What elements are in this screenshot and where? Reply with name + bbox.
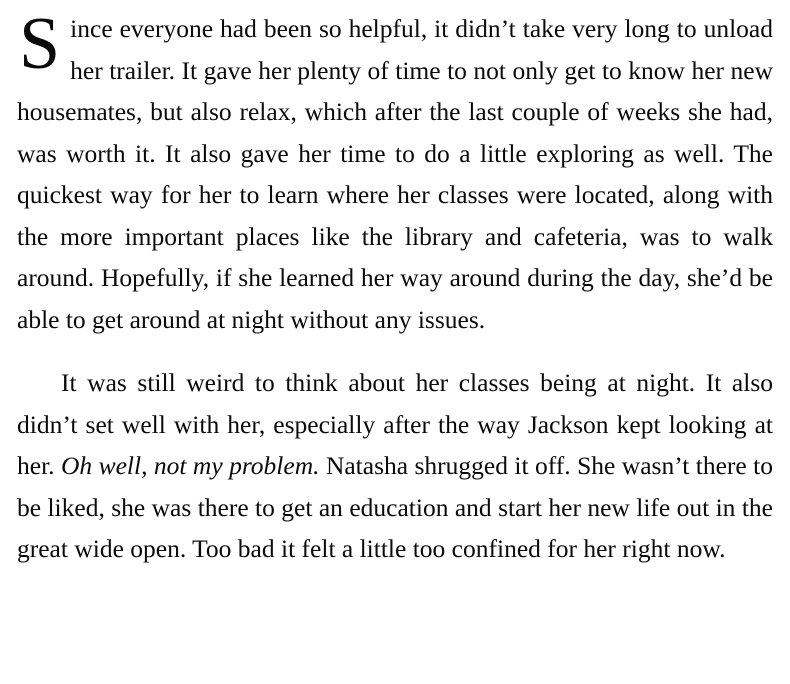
body-paragraph-1 bbox=[17, 3, 773, 340]
paragraph-2-text-part-2: Natasha shrugged it off. She wasn’t there to be liked, she was there to get an education and start her new life out in the great wide open. Too bad it felt a little too confined for her right now. bbox=[17, 451, 773, 563]
paragraph-1-text: ince everyone had been so helpful, it didn’t take very long to unload her trailer. It gave her plenty of time to not only get to know her new housemates, but also relax, which after the last couple of weeks she had, was worth it. It also gave her time to do a little exploring as well. The quickest way for her to learn where her classes were located, along with the more important places like the library and cafeteria, was to walk around. Hopefully, if she learned her way around during the day, she’d be able to get around at night without any issues. bbox=[17, 14, 773, 334]
body-paragraph-2 bbox=[17, 362, 773, 570]
drop-cap-letter: S bbox=[19, 3, 61, 85]
paragraph-2-text-part-1: It was still weird to think about her classes being at night. It also didn’t set well with her, especially after the way Jackson kept looking at her. bbox=[17, 368, 773, 480]
paragraph-2-emphasis: Oh well, not my problem. bbox=[60, 451, 320, 480]
